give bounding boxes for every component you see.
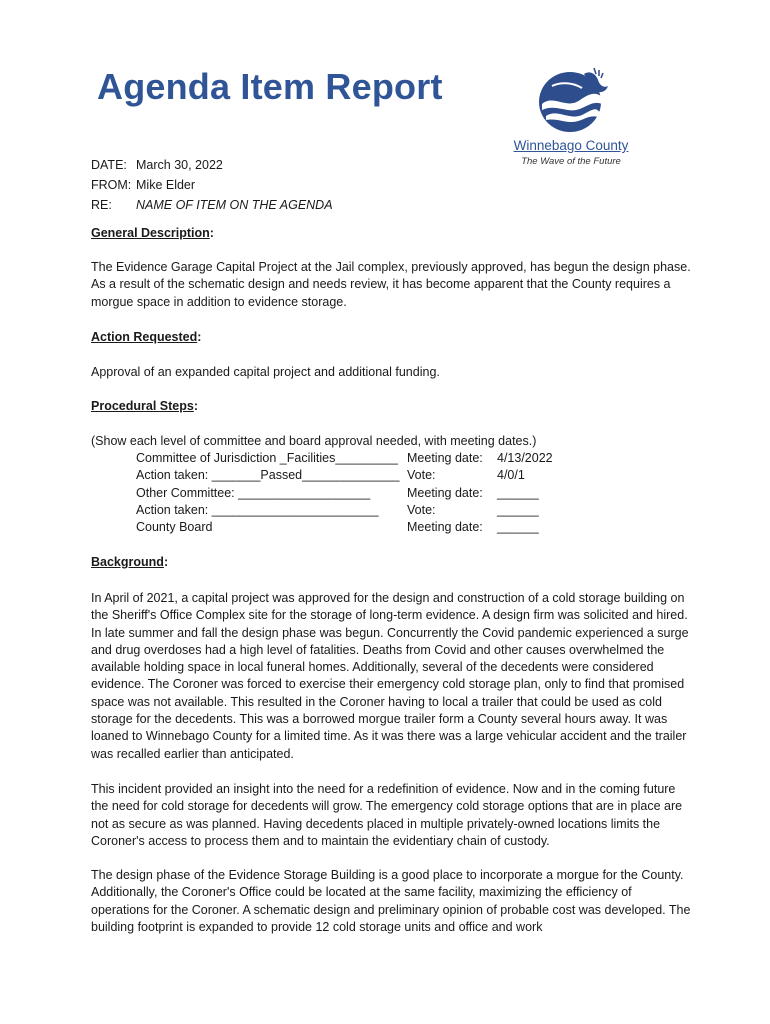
step-cell: Other Committee: ___________________ [136,485,371,500]
step-cell: Meeting date: [407,485,483,500]
step-cell: County Board [136,520,213,535]
action-requested-heading: Action Requested: [91,330,202,344]
background-paragraph-3: The design phase of the Evidence Storage Building is a good place to incorporate a morgue for the County. Additionally, the Coroner's Office could be located at the same facility, maximizing the efficiency of operations for the Coroner. A schematic design and preliminary opinion of probable cost was developed. The building footprint is expanded to provide 12 cold storage units and office and work [91,868,691,934]
action-requested-text: Approval of an expanded capital project and additional funding. [91,365,440,379]
procedural-steps-heading: Procedural Steps: [91,399,198,413]
org-name: Winnebago County [513,138,629,153]
background-paragraph-1: In April of 2021, a capital project was approved for the design and construction of a cold storage building on the Sheriff's Office Complex site for the storage of long-term evidence. A design firm was solicited and hired. In late summer and fall the design phase was begun. Concurrently the Covid pandemic experienced a surge and drug overdoses had a high level of fatalities. Deaths from Covid and other causes overwhelmed the available holding space in local funeral homes. Additionally, several of the decedents were considered evidence. The Coroner was forced to exercise their emergency cold storage plan, only to find that promised space was not available. This resulted in the Coroner having to local a trailer that could be used as cold storage for the decedents. This was a borrowed morgue trailer form a County several hours away. It was loaned to Winnebago County for a limited time. As it was there was a large vehicular accident and the trailer was recalled earlier than anticipated. [91,591,689,761]
page-title: Agenda Item Report [97,66,443,107]
date-line [91,158,223,172]
step-cell: ______ [497,520,539,535]
step-cell: Vote: [407,502,436,517]
winnebago-county-logo [532,64,612,134]
step-cell: ______ [497,502,539,517]
step-cell: Action taken: ________________________ [136,502,379,517]
step-cell: Meeting date: [407,520,483,535]
from-line [91,178,195,192]
re-line [91,198,333,212]
org-tagline: The Wave of the Future [521,156,621,167]
background-heading: Background: [91,555,169,569]
step-cell: Action taken: _______Passed______________ [136,468,400,483]
step-cell: 4/13/2022 [497,451,553,465]
general-description-text: The Evidence Garage Capital Project at the Jail complex, previously approved, has begun the design phase. As a result of the schematic design and needs review, it has become apparent that the County requires a morgue space in addition to evidence storage. [91,260,691,309]
procedural-steps-table [136,450,587,536]
step-cell: Meeting date: [407,451,483,465]
step-cell: Vote: [407,468,436,483]
step-cell: ______ [497,485,539,500]
background-paragraph-2: This incident provided an insight into the need for a redefinition of evidence. Now and in the coming future the need for cold storage for decedents will grow. The emergency cold storage options that are in place are not as secure as was planned. Having decedents placed in multiple privately-owned locations limits the Coroner's access to process them and to maintain the evidentiary chain of custody. [91,782,683,848]
step-cell: Committee of Jurisdiction _Facilities_________ [136,451,398,465]
step-cell: 4/0/1 [497,468,525,483]
re-value: NAME OF ITEM ON THE AGENDA [136,198,333,212]
from-label: FROM: [91,178,132,192]
date-value: March 30, 2022 [136,158,223,172]
general-description-heading: General Description: [91,226,214,240]
from-value: Mike Elder [136,178,196,192]
date-label: DATE: [91,158,127,172]
procedural-steps-intro: (Show each level of committee and board approval needed, with meeting dates.) [91,434,537,448]
re-label: RE: [91,198,112,212]
